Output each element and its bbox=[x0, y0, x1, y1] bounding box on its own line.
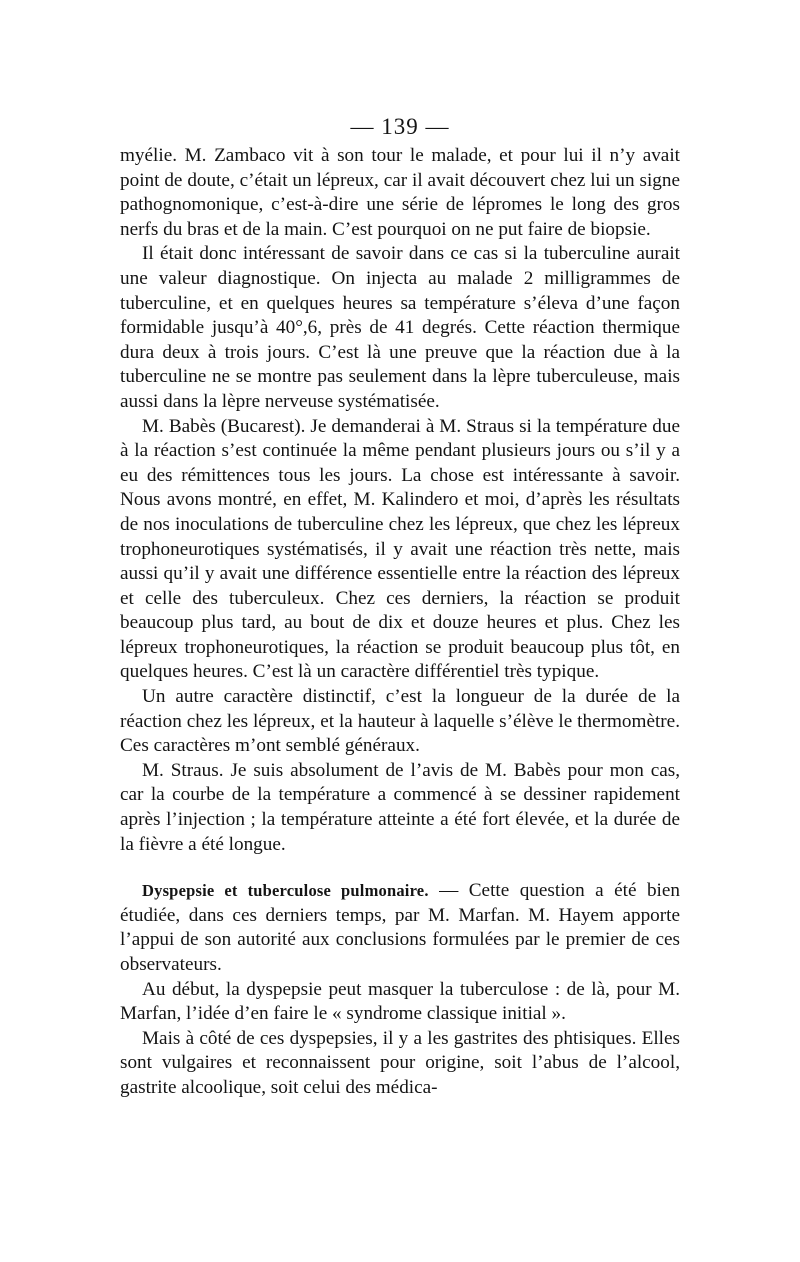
section-title: Dyspepsie et tuberculose pulmonaire. bbox=[142, 881, 429, 901]
section-intro: — Cette question a été bien étudiée, dans ces derniers temps, par M. Marfan. M. Hayem apporte l’appui de son autorité aux conclusions formulées par le premier de ces observateurs. bbox=[120, 880, 680, 975]
section-paragraph bbox=[120, 879, 680, 977]
paragraph: Il était donc intéressant de savoir dans ce cas si la tuberculine aurait une valeur diagnostique. On injecta au malade 2 milligrammes de tuberculine, et en quelques heures sa température s’éleva d’une façon formidable jusqu’à 40°,6, près de 41 degrés. Cette réaction thermique dura deux à trois jours. C’est là une preuve que la réaction due à la tuberculine ne se montre pas seulement dans la lèpre tuberculeuse, mais aussi dans la lèpre nerveuse systématisée. bbox=[120, 243, 680, 412]
section-spacer bbox=[120, 857, 680, 879]
page-number: — 139 — bbox=[350, 114, 450, 139]
paragraph: myélie. M. Zambaco vit à son tour le malade, et pour lui il n’y avait point de doute, c’était un lépreux, car il avait découvert chez lui un signe pathognomonique, c’est-à-dire une série de lépromes le long des gros nerfs du bras et de la main. C’est pourquoi on ne put faire de biopsie. bbox=[120, 145, 680, 240]
page-content bbox=[120, 112, 680, 1101]
paragraph: M. Babès (Bucarest). Je demanderai à M. Straus si la température due à la réaction s’est continuée la même pendant plusieurs jours ou s’il y a eu des rémittences tous les jours. La chose est intéressante à savoir. Nous avons montré, en effet, M. Kalindero et moi, d’après les résultats de nos inoculations de tuberculine chez les lépreux, que chez les lépreux trophoneurotiques systématisés, il y avait une réaction très nette, mais aussi qu’il y avait une différence essentielle entre la réaction des lépreux et celle des tuberculeux. Chez ces derniers, la réaction se produit beaucoup plus tard, au bout de dix et douze heures et plus. Chez les lépreux trophoneurotiques, la réaction se produit beaucoup plus tôt, en quelques heures. C’est là un caractère différentiel très typique. bbox=[120, 415, 680, 683]
paragraph: M. Straus. Je suis absolument de l’avis de M. Babès pour mon cas, car la courbe de la température a commencé à se dessiner rapidement après l’injection ; la température atteinte a été fort élevée, et la durée de la fièvre a été longue. bbox=[120, 759, 680, 855]
paragraph: Un autre caractère distinctif, c’est la longueur de la durée de la réaction chez les lépreux, et la hauteur à laquelle s’élève le thermomètre. Ces caractères m’ont semblé généraux. bbox=[120, 686, 680, 757]
paragraph: Mais à côté de ces dyspepsies, il y a les gastrites des phtisiques. Elles sont vulgaires et reconnaissent pour origine, soit l’abus de l’alcool, gastrite alcoolique, soit celui des médica- bbox=[120, 1027, 680, 1098]
paragraph: Au début, la dyspepsie peut masquer la tuberculose : de là, pour M. Marfan, l’idée d’en faire le « syndrome classique initial ». bbox=[120, 978, 680, 1025]
